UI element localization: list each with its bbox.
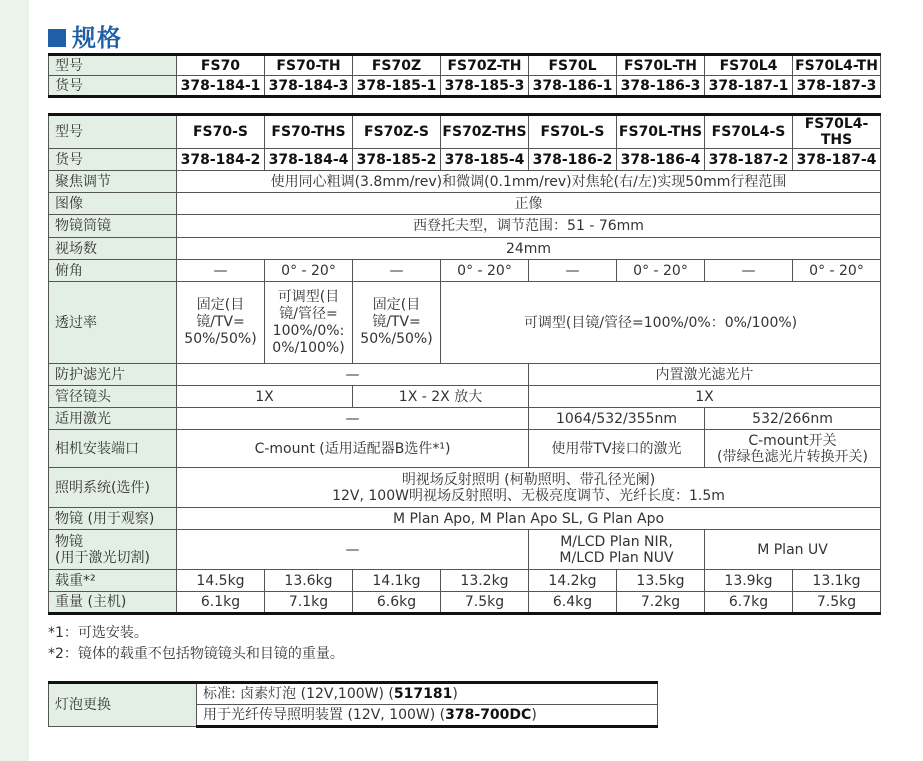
code-cell: 378-186-2 [529,149,617,171]
filter-right: 内置激光滤光片 [529,364,881,386]
tubelens-label: 管径镜头 [49,386,177,408]
code-row [49,76,881,97]
code-cell: 378-185-3 [441,76,529,97]
camera-right [705,430,881,468]
weight-cell: 6.1kg [177,592,265,614]
tilt-row [49,260,881,282]
obj-laser-label [49,530,177,570]
weight-cell: 7.1kg [265,592,353,614]
text-line: (带绿色滤光片转换开关) [717,448,868,465]
model-cell: FS70L4-S [705,115,793,149]
model-cell: FS70-TH [265,55,353,76]
code-cell: 378-184-3 [265,76,353,97]
tube-label: 物镜筒镜 [49,215,177,238]
model-cell: FS70-THS [265,115,353,149]
footnote-1: *1：可选安装。 [48,625,148,641]
load-cell: 13.1kg [793,570,881,592]
text-line: 明视场反射照明 (柯勒照明、带孔径光阑) [401,471,656,488]
text-line: 50%/50%) [360,331,433,347]
load-cell: 14.1kg [353,570,441,592]
text-line: 100%/0%: [272,322,345,339]
obj-laser-left: — [177,530,529,570]
tube-value: 西登托夫型，调节范围：51 - 76mm [177,215,881,238]
obj-obs-value: M Plan Apo, M Plan Apo SL, G Plan Apo [177,508,881,530]
weight-cell: 6.4kg [529,592,617,614]
transmit-label: 透过率 [49,282,177,364]
bulb-fiber-text: 用于光纤传导照明装置 (12V, 100W) ( [203,707,446,723]
illum-row [49,468,881,508]
load-label: 载重*² [49,570,177,592]
code-cell: 378-185-1 [353,76,441,97]
camera-mid: 使用带TV接口的激光 [529,430,705,468]
model-cell: FS70L-TH [617,55,705,76]
filter-row [49,364,881,386]
text-line: 镜/管径= [279,305,338,322]
illum-value [177,468,881,508]
tubelens-b: 1X - 2X 放大 [353,386,529,408]
bulb-standard-text: 标准: 卤素灯泡 (12V,100W) ( [203,686,394,702]
code-row [49,149,881,171]
load-cell: 13.5kg [617,570,705,592]
page-title [48,18,122,53]
text-line: 镜/TV= [372,314,421,330]
code-cell: 378-184-4 [265,149,353,171]
side-strip [0,0,29,761]
tube-row [49,215,881,238]
tilt-cell: 0° - 20° [793,260,881,282]
weight-cell: 7.2kg [617,592,705,614]
square-bullet-icon [48,29,66,47]
bulb-fiber [197,705,658,727]
text-line: 固定(目 [196,297,245,313]
bulb-fiber-code: 378-700DC [445,707,532,723]
code-cell: 378-187-1 [705,76,793,97]
weight-cell: 6.6kg [353,592,441,614]
transmit-row [49,282,881,364]
text-line: C-mount开关 [748,432,837,449]
image-row [49,193,881,215]
bulb-standard-code: 517181 [393,686,453,702]
model-label: 型号 [49,115,177,149]
filter-left: — [177,364,529,386]
load-cell: 14.2kg [529,570,617,592]
text-line: 可调型(目 [277,288,340,305]
illum-label: 照明系统(选件) [49,468,177,508]
obj-obs-row [49,508,881,530]
load-cell: 13.6kg [265,570,353,592]
weight-cell: 7.5kg [441,592,529,614]
weight-row [49,592,881,614]
model-cell: FS70 [177,55,265,76]
weight-cell: 6.7kg [705,592,793,614]
model-cell: FS70Z-TH [441,55,529,76]
tubelens-c: 1X [529,386,881,408]
title-text: 规格 [72,24,122,52]
code-cell: 378-185-4 [441,149,529,171]
laser-row [49,408,881,430]
text-line: 固定(目 [372,297,421,313]
transmit-cell-2 [265,282,353,364]
bulb-standard-close: ) [452,686,458,702]
code-cell: 378-186-3 [617,76,705,97]
bulb-label: 灯泡更换 [49,683,197,727]
load-row [49,570,881,592]
model-cell: FS70L4-THS [793,115,881,149]
tilt-cell: 0° - 20° [265,260,353,282]
weight-cell: 7.5kg [793,592,881,614]
tilt-cell: — [529,260,617,282]
image-label: 图像 [49,193,177,215]
model-row [49,55,881,76]
spec-table-1 [48,53,881,98]
text-line: M/LCD Plan NIR, [560,533,673,550]
code-label: 货号 [49,149,177,171]
code-cell: 378-186-1 [529,76,617,97]
obj-obs-label: 物镜 (用于观察) [49,508,177,530]
tilt-cell: — [177,260,265,282]
camera-label: 相机安装端口 [49,430,177,468]
bulb-fiber-close: ) [531,707,537,723]
code-cell: 378-187-2 [705,149,793,171]
transmit-cell-3 [353,282,441,364]
text-line: M/LCD Plan NUV [559,549,674,566]
model-row [49,115,881,149]
laser-label: 适用激光 [49,408,177,430]
transmit-rest: 可调型(目镜/管径=100%/0%：0%/100%) [441,282,881,364]
image-value: 正像 [177,193,881,215]
fov-row [49,238,881,260]
model-cell: FS70Z-THS [441,115,529,149]
load-cell: 13.9kg [705,570,793,592]
text-line: 0%/100%) [272,339,345,356]
obj-laser-row [49,530,881,570]
text-line: 物镜 [55,533,83,550]
tilt-cell: 0° - 20° [617,260,705,282]
model-cell: FS70Z [353,55,441,76]
model-cell: FS70-S [177,115,265,149]
text-line: (用于激光切割) [55,549,150,566]
code-cell: 378-185-2 [353,149,441,171]
model-cell: FS70L4-TH [793,55,881,76]
model-cell: FS70L4 [705,55,793,76]
tubelens-a: 1X [177,386,353,408]
model-cell: FS70L [529,55,617,76]
laser-mid: 1064/532/355nm [529,408,705,430]
bulb-table [48,681,658,728]
tubelens-row [49,386,881,408]
code-cell: 378-186-4 [617,149,705,171]
focus-value: 使用同心粗调(3.8mm/rev)和微调(0.1mm/rev)对焦轮(右/左)实现50mm行程范围 [177,171,881,193]
focus-row [49,171,881,193]
code-cell: 378-184-2 [177,149,265,171]
code-label: 货号 [49,76,177,97]
model-label: 型号 [49,55,177,76]
model-cell: FS70L-THS [617,115,705,149]
focus-label: 聚焦调节 [49,171,177,193]
obj-laser-mid [529,530,705,570]
transmit-cell-1 [177,282,265,364]
fov-label: 视场数 [49,238,177,260]
text-line: 镜/TV= [196,314,245,330]
camera-left: C-mount (适用适配器B选件*¹) [177,430,529,468]
model-cell: FS70Z-S [353,115,441,149]
model-cell: FS70L-S [529,115,617,149]
code-cell: 378-184-1 [177,76,265,97]
code-cell: 378-187-4 [793,149,881,171]
spec-table-2 [48,113,881,615]
code-cell: 378-187-3 [793,76,881,97]
text-line: 12V, 100W明视场反射照明、无极亮度调节、光纤长度：1.5m [332,487,725,504]
filter-label: 防护滤光片 [49,364,177,386]
footnote-2: *2：镜体的载重不包括物镜镜头和目镜的重量。 [48,646,344,662]
laser-left: — [177,408,529,430]
text-line: 50%/50%) [184,331,257,347]
weight-label: 重量 (主机) [49,592,177,614]
tilt-cell: 0° - 20° [441,260,529,282]
tilt-cell: — [705,260,793,282]
tilt-cell: — [353,260,441,282]
load-cell: 13.2kg [441,570,529,592]
laser-right: 532/266nm [705,408,881,430]
camera-row [49,430,881,468]
tilt-label: 俯角 [49,260,177,282]
obj-laser-right: M Plan UV [705,530,881,570]
bulb-row-1 [49,683,658,705]
fov-value: 24mm [177,238,881,260]
load-cell: 14.5kg [177,570,265,592]
bulb-standard [197,683,658,705]
